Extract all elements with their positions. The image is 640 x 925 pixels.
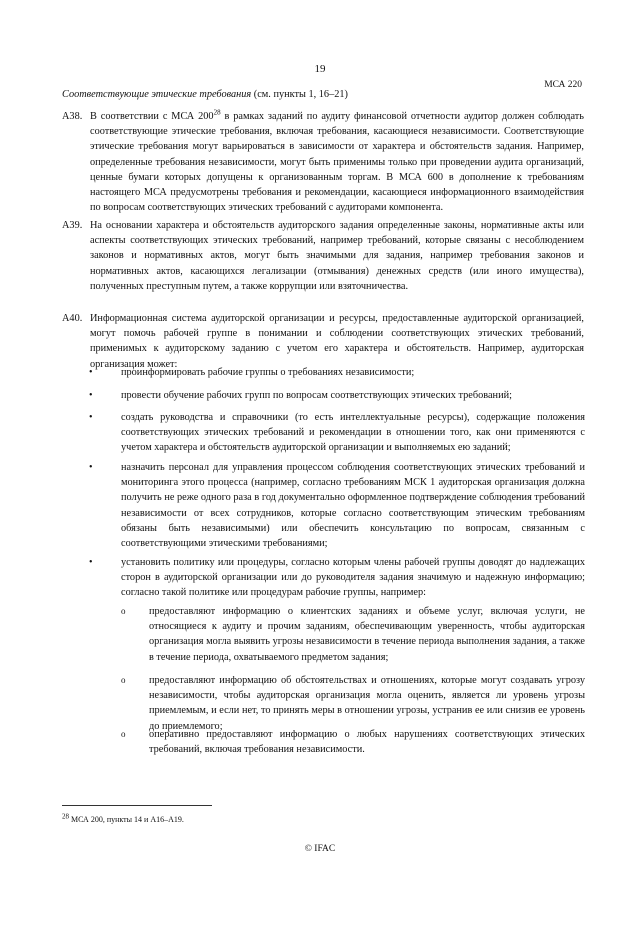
footer-copyright: © IFAC xyxy=(304,844,336,854)
bullet-text: установить политику или процедуры, согласно которым члены рабочей группы доводят до надлежащих сторон в аудиторской организации или до руководителя задания значимую и надежную информацию; согласно такой политике или процедурам рабочие группы, например: xyxy=(121,557,585,599)
footnote-divider xyxy=(62,805,212,806)
paragraph-a40 xyxy=(62,311,584,372)
paragraph-text xyxy=(90,109,584,215)
footnote-text: МСА 200, пункты 14 и A16–A19. xyxy=(69,815,184,824)
bullet-text: проинформировать рабочие группы о требованиях независимости; xyxy=(121,367,415,378)
section-reference: (см. пункты 1, 16–21) xyxy=(251,89,348,100)
sub-bullet-item xyxy=(121,604,585,665)
sub-bullet-text: оперативно предоставляют информацию о любых нарушениях соответствующих этических требований, включая требования независимости. xyxy=(149,729,585,756)
header-standard-code: МСА 220 xyxy=(544,80,582,90)
sub-bullet-marker: o xyxy=(121,675,126,685)
bullet-item xyxy=(89,555,585,601)
bullet-item xyxy=(89,365,585,380)
footnote-mark: 28 xyxy=(62,812,69,821)
sub-bullet-text: предоставляют информацию об обстоятельствах и отношениях, которые могут создавать угрозу независимости, чтобы аудиторская организация могла оценить, является ли уровень угрозы приемлемым, и если нет, то принять меры в отношении угрозы, устранив ее или снизив ее уровень до приемлемого; xyxy=(149,675,585,732)
sub-bullet-text: предоставляют информацию о клиентских заданиях и объеме услуг, включая услуги, не относящиеся к аудиту и прочим заданиям, обеспечивающим уверенность, чтобы аудиторская организация могла выявить угрозы независимости в течение периода выполнения задания, а также в течение периода, охватываемого предметом задания; xyxy=(149,606,585,663)
bullet-marker: • xyxy=(89,390,93,401)
bullet-marker: • xyxy=(89,557,93,568)
paragraph-text: На основании характера и обстоятельств аудиторского задания определенные законы, нормативные акты или аспекты соответствующих этических требований, например требований, которые связаны с несоблюдением законов и нормативных актов, могут быть значимыми для задания, например требования законов и нормативных актов, касающихся легализации (отмывания) денежных средств (или иного имущества), полученных преступным путем, а также коррупции или взяточничества. xyxy=(90,220,584,292)
bullet-item xyxy=(89,460,585,551)
bullet-text: назначить персонал для управления процессом соблюдения соответствующих этических требований и мониторинга этого процесса (например, согласно требованиям МСК 1 аудиторская организация должна получить не реже одного раза в год документально оформленное подтверждение соблюдения требований независимости от всех сотрудников, которые согласно соответствующим этическим требованиям обязаны быть независимыми) или обеспечить консультацию по вопросам, связанным с соответствующими этическими требованиями; xyxy=(121,462,585,550)
bullet-text: создать руководства и справочники (то есть интеллектуальные ресурсы), содержащие положения соответствующих этических требований и рекомендации в отношении того, как они применяются с учетом характера и обстоятельств аудиторской организации и выполняемых ею заданий; xyxy=(121,412,585,454)
footnote xyxy=(62,812,184,824)
paragraph-number: A39. xyxy=(62,220,83,231)
bullet-item xyxy=(89,388,585,403)
paragraph-a39 xyxy=(62,218,584,294)
footnote-reference: 28 xyxy=(213,108,221,117)
paragraph-text-part: В соответствии с МСА 200 xyxy=(90,111,214,122)
bullet-marker: • xyxy=(89,412,93,423)
page-number: 19 xyxy=(314,63,326,75)
paragraph-text: Информационная система аудиторской организации и ресурсы, предоставленные аудиторской организацией, могут помочь рабочей группе в понимании и соблюдении соответствующих этических требований, применимых к аудиторскому заданию с учетом его характера и обстоятельств. Например, аудиторская организация может: xyxy=(90,313,584,370)
paragraph-number: A38. xyxy=(62,111,83,122)
sub-bullet-marker: o xyxy=(121,729,126,739)
bullet-marker: • xyxy=(89,462,93,473)
sub-bullet-item xyxy=(121,727,585,757)
paragraph-a38 xyxy=(62,109,584,215)
section-title: Соответствующие этические требования xyxy=(62,89,252,100)
bullet-item xyxy=(89,410,585,456)
paragraph-text-part: в рамках заданий по аудиту финансовой отчетности аудитор должен соблюдать соответствующие этические требования, включая требования, касающиеся независимости. Соответствующие этические требования могут варьироваться в зависимости от характера и обстоятельств задания. Например, определенные требования независимости, могут быть применимы только при проведении аудита организаций, ценные бумаги которых допущены к организованным торгам. В МСА 600 в дополнение к требованиям настоящего МСА предусмотрены требования и рекомендации, касающиеся информационного взаимодействия по вопросам соответствующих этических требований с аудиторами компонента. xyxy=(90,111,584,214)
paragraph-number: A40. xyxy=(62,313,83,324)
bullet-marker: • xyxy=(89,367,93,378)
sub-bullet-item xyxy=(121,673,585,734)
section-heading xyxy=(62,89,348,100)
sub-bullet-marker: o xyxy=(121,606,126,616)
bullet-text: провести обучение рабочих групп по вопросам соответствующих этических требований; xyxy=(121,390,512,401)
